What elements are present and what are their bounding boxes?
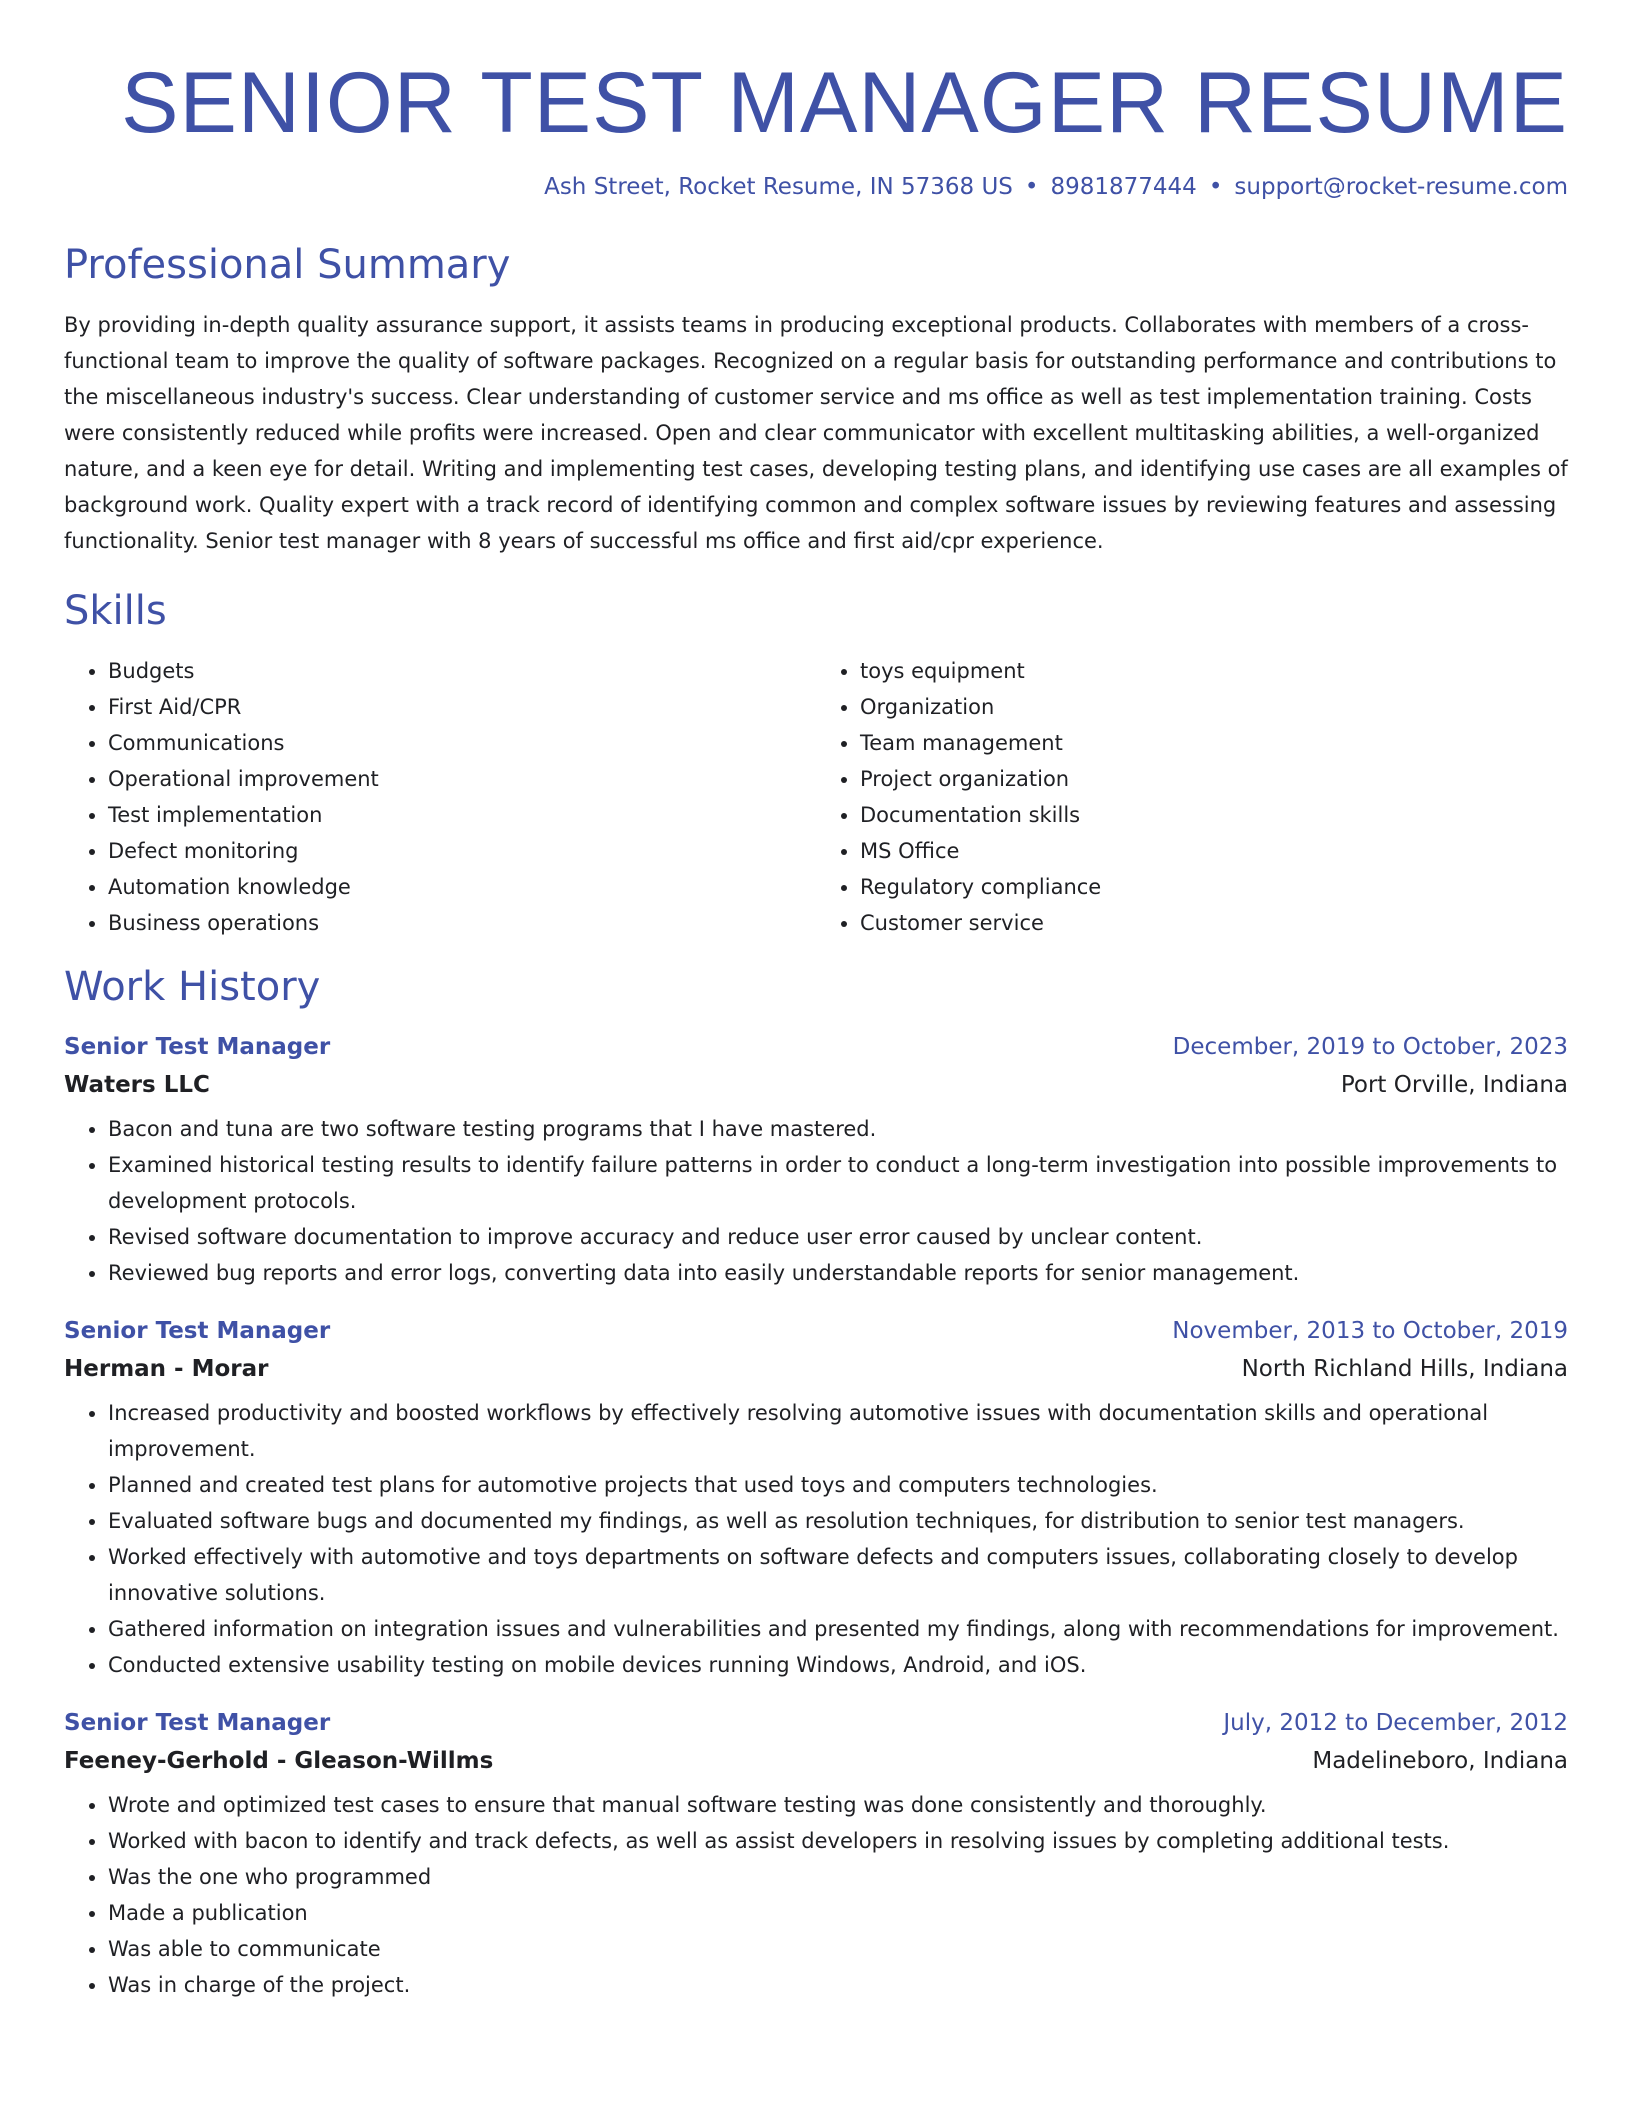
contact-line xyxy=(64,171,1568,203)
job-company: Herman - Morar xyxy=(64,1355,269,1382)
job-bullet: • Evaluated software bugs and documented my findings, as well as resolution techniques, for distribution to senior test managers. xyxy=(108,1503,1568,1539)
summary-heading: Professional Summary xyxy=(64,241,511,288)
skill-item: • Team management xyxy=(860,725,1568,761)
job-entry xyxy=(64,1029,1568,1291)
skill-item: • Regulatory compliance xyxy=(860,869,1568,905)
skill-item: • Project organization xyxy=(860,761,1568,797)
job-location: Madelineboro, Indiana xyxy=(1312,1747,1568,1774)
work-history-heading: Work History xyxy=(64,963,321,1010)
job-dates: November, 2013 to October, 2019 xyxy=(1172,1317,1568,1344)
job-bullets xyxy=(64,1111,1568,1291)
skill-item: • Automation knowledge xyxy=(108,869,816,905)
skill-item: • Operational improvement xyxy=(108,761,816,797)
skill-item: • MS Office xyxy=(860,833,1568,869)
skill-item: • toys equipment xyxy=(860,653,1568,689)
job-bullet: • Revised software documentation to improve accuracy and reduce user error caused by unclear content. xyxy=(108,1219,1568,1255)
job-header xyxy=(64,1313,1568,1349)
job-subheader xyxy=(64,1065,1568,1105)
email: support@rocket-resume.com xyxy=(1234,173,1568,200)
resume-page xyxy=(64,44,1568,2025)
job-bullets xyxy=(64,1395,1568,1683)
skill-item: • Business operations xyxy=(108,905,816,941)
job-bullet: • Conducted extensive usability testing on mobile devices running Windows, Android, and iOS. xyxy=(108,1647,1568,1683)
job-bullets xyxy=(64,1787,1568,2003)
skill-item: • Customer service xyxy=(860,905,1568,941)
job-header xyxy=(64,1705,1568,1741)
summary-text: By providing in-depth quality assurance support, it assists teams in producing exceptional products. Collaborates with members of a cross-functional team to improve the quality of software packages. Recognized on a regular basis for outstanding performance and contributions to the miscellaneous industry's success. Clear understanding of customer service and ms office as well as test implementation training. Costs were consistently reduced while profits were increased. Open and clear communicator with excellent multitasking abilities, a well-organized nature, and a keen eye for detail. Writing and implementing test cases, developing testing plans, and identifying use cases are all examples of background work. Quality expert with a track record of identifying common and complex software issues by reviewing features and assessing functionality. Senior test manager with 8 years of successful ms office and first aid/cpr experience. xyxy=(64,312,1568,553)
job-location: North Richland Hills, Indiana xyxy=(1241,1355,1568,1382)
phone: 8981877444 xyxy=(1050,173,1197,200)
contact-separator: • xyxy=(1208,173,1223,200)
contact-separator: • xyxy=(1024,173,1039,200)
job-company: Waters LLC xyxy=(64,1071,210,1098)
job-bullet: • Worked effectively with automotive and toys departments on software defects and computers issues, collaborating closely to develop innovative solutions. xyxy=(108,1539,1568,1611)
job-bullet: • Examined historical testing results to identify failure patterns in order to conduct a long-term investigation into possible improvements to development protocols. xyxy=(108,1147,1568,1219)
job-subheader xyxy=(64,1349,1568,1389)
job-bullet: • Was in charge of the project. xyxy=(108,1967,1568,2003)
job-bullet: • Gathered information on integration issues and vulnerabilities and presented my findings, along with recommendations for improvement. xyxy=(108,1611,1568,1647)
skills-heading: Skills xyxy=(64,587,167,634)
address: Ash Street, Rocket Resume, IN 57368 US xyxy=(544,173,1013,200)
skills-column-left xyxy=(64,653,816,941)
job-title: Senior Test Manager xyxy=(64,1033,331,1060)
job-entry xyxy=(64,1705,1568,2003)
job-bullet: • Increased productivity and boosted workflows by effectively resolving automotive issues with documentation skills and operational improvement. xyxy=(108,1395,1568,1467)
job-bullet: • Planned and created test plans for automotive projects that used toys and computers technologies. xyxy=(108,1467,1568,1503)
job-company: Feeney-Gerhold - Gleason-Willms xyxy=(64,1747,494,1774)
resume-title: SENIOR TEST MANAGER RESUME xyxy=(121,55,1568,151)
skills-list xyxy=(64,653,1568,941)
skill-item: • Communications xyxy=(108,725,816,761)
job-entry xyxy=(64,1313,1568,1683)
job-bullet: • Was able to communicate xyxy=(108,1931,1568,1967)
job-bullet: • Bacon and tuna are two software testing programs that I have mastered. xyxy=(108,1111,1568,1147)
job-location: Port Orville, Indiana xyxy=(1340,1071,1568,1098)
skill-item: • Defect monitoring xyxy=(108,833,816,869)
job-bullet: • Reviewed bug reports and error logs, converting data into easily understandable reports for senior management. xyxy=(108,1255,1568,1291)
skill-item: • First Aid/CPR xyxy=(108,689,816,725)
skill-item: • Test implementation xyxy=(108,797,816,833)
job-bullet: • Made a publication xyxy=(108,1895,1568,1931)
skill-item: • Documentation skills xyxy=(860,797,1568,833)
job-title: Senior Test Manager xyxy=(64,1317,331,1344)
job-bullet: • Was the one who programmed xyxy=(108,1859,1568,1895)
job-bullet: • Worked with bacon to identify and track defects, as well as assist developers in resolving issues by completing additional tests. xyxy=(108,1823,1568,1859)
job-dates: December, 2019 to October, 2023 xyxy=(1172,1033,1568,1060)
job-title: Senior Test Manager xyxy=(64,1709,331,1736)
skill-item: • Budgets xyxy=(108,653,816,689)
skill-item: • Organization xyxy=(860,689,1568,725)
skills-column-right xyxy=(816,653,1568,941)
job-dates: July, 2012 to December, 2012 xyxy=(1223,1709,1568,1736)
job-header xyxy=(64,1029,1568,1065)
job-subheader xyxy=(64,1741,1568,1781)
job-bullet: • Wrote and optimized test cases to ensure that manual software testing was done consistently and thoroughly. xyxy=(108,1787,1568,1823)
